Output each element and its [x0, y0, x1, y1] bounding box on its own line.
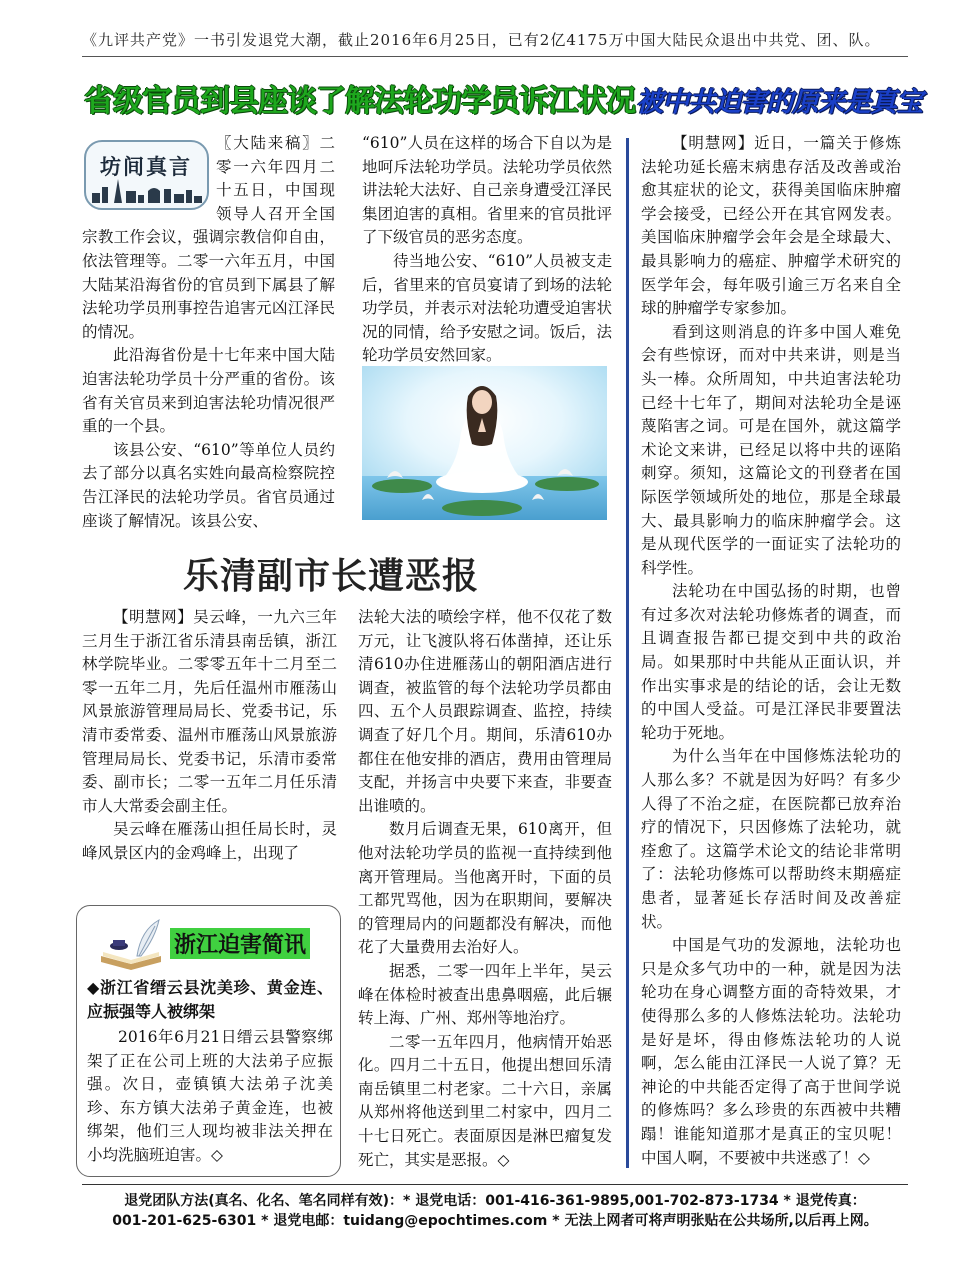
- article1-p4: “610”人员在这样的场合下自以为是地呵斥法轮功学员。法轮功学员依然讲法轮大法好、自己亲身遭受江泽民集团迫害的真相。省里来的官员批评了下级官员的恶劣态度。: [362, 134, 612, 247]
- box-text: 2016年6月21日缙云县警察绑架了正在公司上班的大法弟子应振强。次日，壶镇镇大法弟子沈美珍、东方镇大法弟子黄金连，也被绑架，他们三人现均被非法关押在小均洗脑班迫害。◇: [87, 1028, 333, 1164]
- badge-label: 坊间真言: [100, 154, 192, 179]
- article1-p5: 待当地公安、“610”人员被支走后，省里来的官员宴请了到场的法轮功学员，并表示对法轮功遭受迫害状况的同情，给予安慰之词。饭后，法轮功学员安然回家。: [362, 251, 612, 365]
- article1-p3: 该县公安、“610”等单位人员约去了部分以真名实姓向最高检察院控告江泽民的法轮功学员。省官员通过座谈了解情况。该县公安、: [82, 440, 335, 530]
- article3-p1: 【明慧网】近日，一篇关于修炼法轮功延长癌末病患存活及改善或治愈其症状的论文，获得美国临床肿瘤学会接受，已经公开在其官网发表。美国临床肿瘤学会年会是全球最大、最具影响力的癌症、肿瘤学术研究的医学年会，每年吸引逾三万名来自全球的肿瘤学专家参加。: [641, 134, 901, 318]
- article2-title: 乐清副市长遭恶报: [183, 556, 480, 597]
- article3-p2: 看到这则消息的许多中国人难免会有些惊讶，而对中共来讲，则是当头一棒。众所周知，中共迫害法轮功已经十七年了，期间对法轮功全是诬蔑陷害之词。可是在国外，就这篇学术论文来讲，已经足以将中共的诬陷刺穿。须知，这篇论文的刊登者在国际医学领域所处的地位，那是全球最大、最具影响力的临床肿瘤学会。这是从现代医学的一面证实了法轮功的科学性。: [641, 322, 901, 577]
- footer-line1: 退党团队方法(真名、化名、笔名同样有效)：* 退党电话：001-416-361-9895,001-702-873-1734 * 退党传真：: [124, 1193, 866, 1209]
- article1-column1: [82, 132, 335, 533]
- article2-p1: 【明慧网】吴云峰，一九六三年三月生于浙江省乐清县南岳镇，浙江林学院毕业。二零零五年十二月至二零一五年二月，先后任温州市雁荡山风景旅游管理局局长、党委书记，乐清市委常委、温州市雁荡山风景旅游管理局局长、党委书记，乐清市委常委、副市长；二零一五年二月任乐清市人大常委会副主任。: [82, 608, 337, 815]
- article3-p5: 中国是气功的发源地，法轮功也只是众多气功中的一种，就是因为法轮功在身心调整方面的奇特效果，才使得那么多的人修炼法轮功。法轮功是好是坏，得由修炼法轮功的人说啊，怎么能由江泽民一人说了算？无神论的中共能否定得了高于世间学说的修炼吗？多么珍贵的东西被中共糟蹋！谁能知道那才是真正的宝贝呢！中国人啊，不要被中共迷惑了！◇: [641, 936, 901, 1167]
- headline-right: 被中共迫害的原来是真宝: [636, 87, 922, 118]
- box-body: [87, 976, 333, 1168]
- box-title: 浙江迫害简讯: [170, 928, 310, 959]
- article2-p3: 法轮大法的喷绘字样，他不仅花了数万元，让飞渡队将石体凿掉，还让乐清610办住进雁荡山的朝阳酒店进行调查，被监管的每个法轮功学员都由四、五个人员跟踪调查、监控，持续调查了好几个月。期间，乐清610办都住在他安排的酒店，费用由管理局支配，并扬言中央要下来查，非要查出谁喷的。: [358, 608, 612, 815]
- banner-divider: [82, 56, 908, 57]
- column-divider: [626, 138, 629, 1168]
- article2-p5: 据悉，二零一四年上半年，吴云峰在体检时被查出患鼻咽癌，此后辗转上海、广州、郑州等地治疗。: [358, 961, 612, 1028]
- article1-p2: 此沿海省份是十七年来中国大陆迫害法轮功学员十分严重的省份。该省有关官员来到迫害法轮功情况很严重的一个县。: [82, 346, 335, 436]
- meditation-photo: [362, 366, 607, 520]
- article2-column2: [358, 606, 612, 1172]
- article1-lead: 〖大陆来稿〗二零一六年四月二十五日，中国现领导人召开全国宗教工作会议，强调宗教信仰自由，依法管理等。二零一六年五月，中国大陆某沿海省份的官员到下属县了解法轮功学员刑事控告追害元凶江泽民的情况。: [82, 134, 335, 341]
- badge-spacer: [82, 132, 216, 217]
- article2-p2: 吴云峰在雁荡山担任局长时，灵峰风景区内的金鸡峰上，出现了: [82, 820, 337, 862]
- article2-p4: 数月后调查无果，610离开，但他对法轮功学员的监视一直持续到他离开管理局。当他离开时，下面的员工都咒骂他，因为在职期间，要解决的管理局内的问题都没有解决，而他花了大量费用去治好人。: [358, 820, 612, 957]
- article3-p4: 为什么当年在中国修炼法轮功的人那么多？不就是因为好吗？有多少人得了不治之症，在医院都已放弃治疗的情况下，只因修炼了法轮功，就痊愈了。这篇学术论文的结论非常明了：法轮功修炼可以帮助终末期癌症患者，显著延长存活时间及改善症状。: [641, 747, 901, 931]
- article3-p3: 法轮功在中国弘扬的时期，也曾有过多次对法轮功修炼者的调查，而且调查报告都已提交到中共的政治局。如果那时中共能从正面认识，并作出实事求是的结论的话，会让无数的中国人受益。可是江泽民非要置法轮功于死地。: [641, 582, 901, 742]
- article2-p6: 二零一五年四月，他病情开始恶化。四月二十五日，他提出想回乐清南岳镇里二村老家。二十六日，亲属从郑州将他送到里二村家中，四月二十七日死亡。表面原因是淋巴瘤复发死亡，其实是恶报。◇: [358, 1032, 612, 1169]
- article2-column1: [82, 606, 337, 866]
- article3-column: [641, 132, 901, 1170]
- box-subheading: ◆浙江省缙云县沈美珍、黄金连、应振强等人被绑架: [87, 978, 333, 1021]
- footer-divider: [82, 1184, 908, 1185]
- footer: [82, 1191, 908, 1231]
- footer-line2: 001-201-625-6301 * 退党电邮：tuidang@epochtimes.com * 无法上网者可将声明张贴在公共场所,以后再上网。: [112, 1213, 878, 1229]
- article1-column2: [362, 132, 612, 368]
- persecution-news-box: [76, 905, 341, 1177]
- headline-left: 省级官员到县座谈了解法轮功学员诉江状况: [84, 84, 635, 119]
- top-banner: 《九评共产党》一书引发退党大潮，截止2016年6月25日，已有2亿4175万中国大陆民众退出中共党、团、队。: [82, 31, 881, 49]
- quill-and-book-icon: [97, 916, 165, 972]
